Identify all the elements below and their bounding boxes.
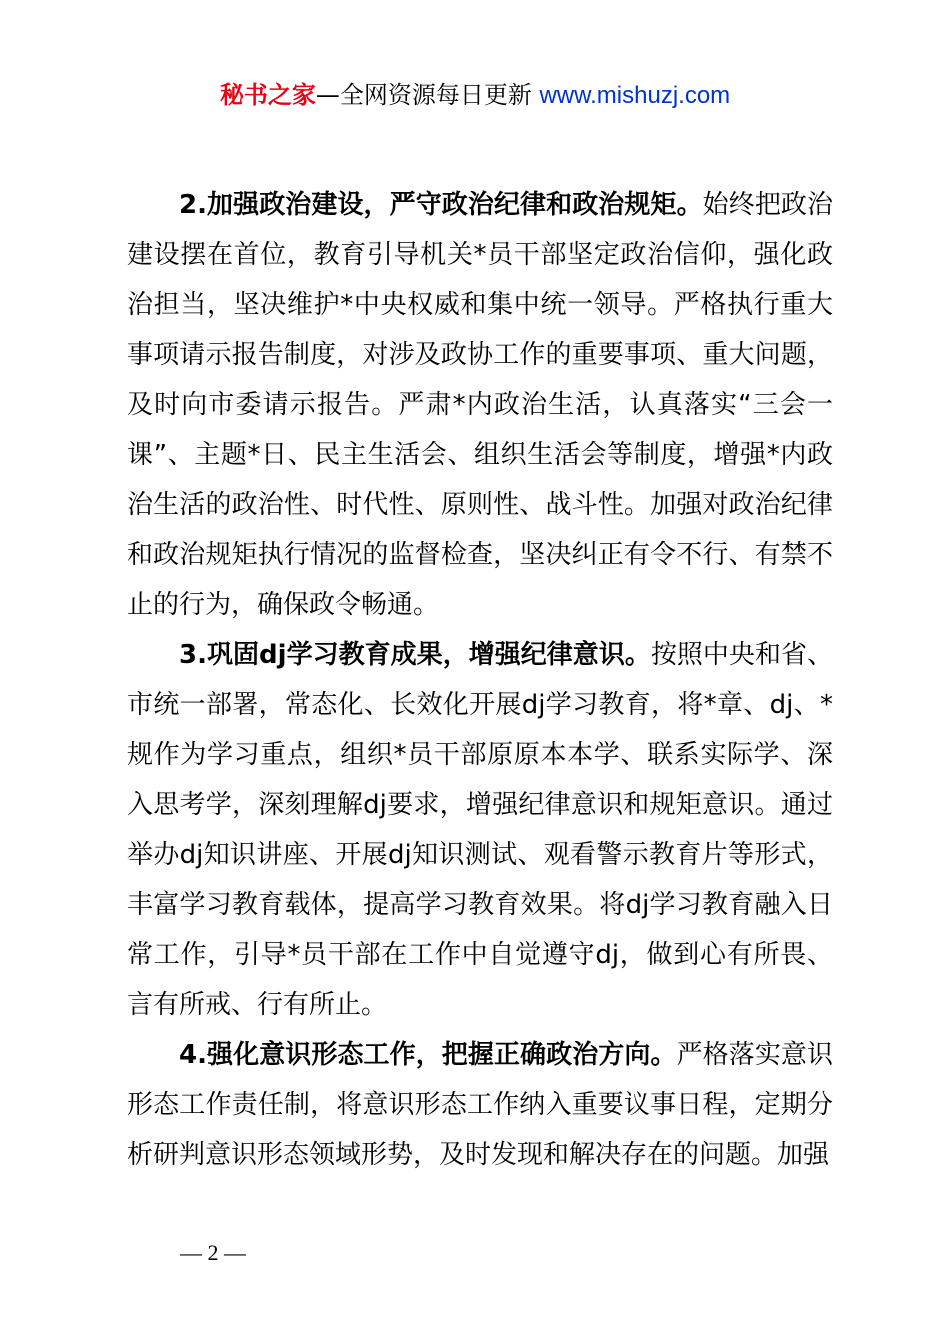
paragraph-heading: 3.巩固dj学习教育成果，增强纪律意识。 [179, 640, 651, 670]
brand-name: 秘书之家 [219, 81, 316, 109]
page-number: — 2 — [180, 1240, 246, 1265]
brand-url: www.mishuzj.com [539, 82, 731, 109]
paragraph-4 [127, 1030, 833, 1180]
paragraph-text: 按照中央和省、市统一部署，常态化、长效化开展dj学习教育，将*章、dj、*规作为学习重点，组织*员干部原原本本学、联系实际学、深入思考学，深刻理解dj要求，增强纪律意识和规矩意识。通过举办dj知识讲座、开展dj知识测试、观看警示教育片等形式，丰富学习教育载体，提高学习教育效果。将dj学习教育融入日常工作，引导*员干部在工作中自觉遵守dj，做到心有所畏、言有所戒、行有所止。 [127, 640, 833, 1020]
paragraph-2 [127, 180, 833, 630]
brand-tagline: —全网资源每日更新 [315, 81, 532, 109]
paragraph-text: 始终把政治建设摆在首位，教育引导机关*员干部坚定政治信仰，强化政治担当，坚决维护*中央权威和集中统一领导。严格执行重大事项请示报告制度，对涉及政协工作的重要事项、重大问题，及时向市委请示报告。严肃*内政治生活，认真落实“三会一课”、主题*日、民主生活会、组织生活会等制度，增强*内政治生活的政治性、时代性、原则性、战斗性。加强对政治纪律和政治规矩执行情况的监督检查，坚决纠正有令不行、有禁不止的行为，确保政令畅通。 [127, 190, 833, 620]
paragraph-heading: 4.强化意识形态工作，把握正确政治方向。 [179, 1040, 677, 1070]
site-watermark-header [0, 78, 950, 113]
paragraph-heading: 2.加强政治建设，严守政治纪律和政治规矩。 [179, 190, 703, 220]
paragraph-text: 严格落实意识形态工作责任制，将意识形态工作纳入重要议事日程，定期分析研判意识形态领域形势，及时发现和解决存在的问题。加强 [127, 1040, 833, 1170]
document-body [127, 180, 833, 1180]
paragraph-3 [127, 630, 833, 1030]
